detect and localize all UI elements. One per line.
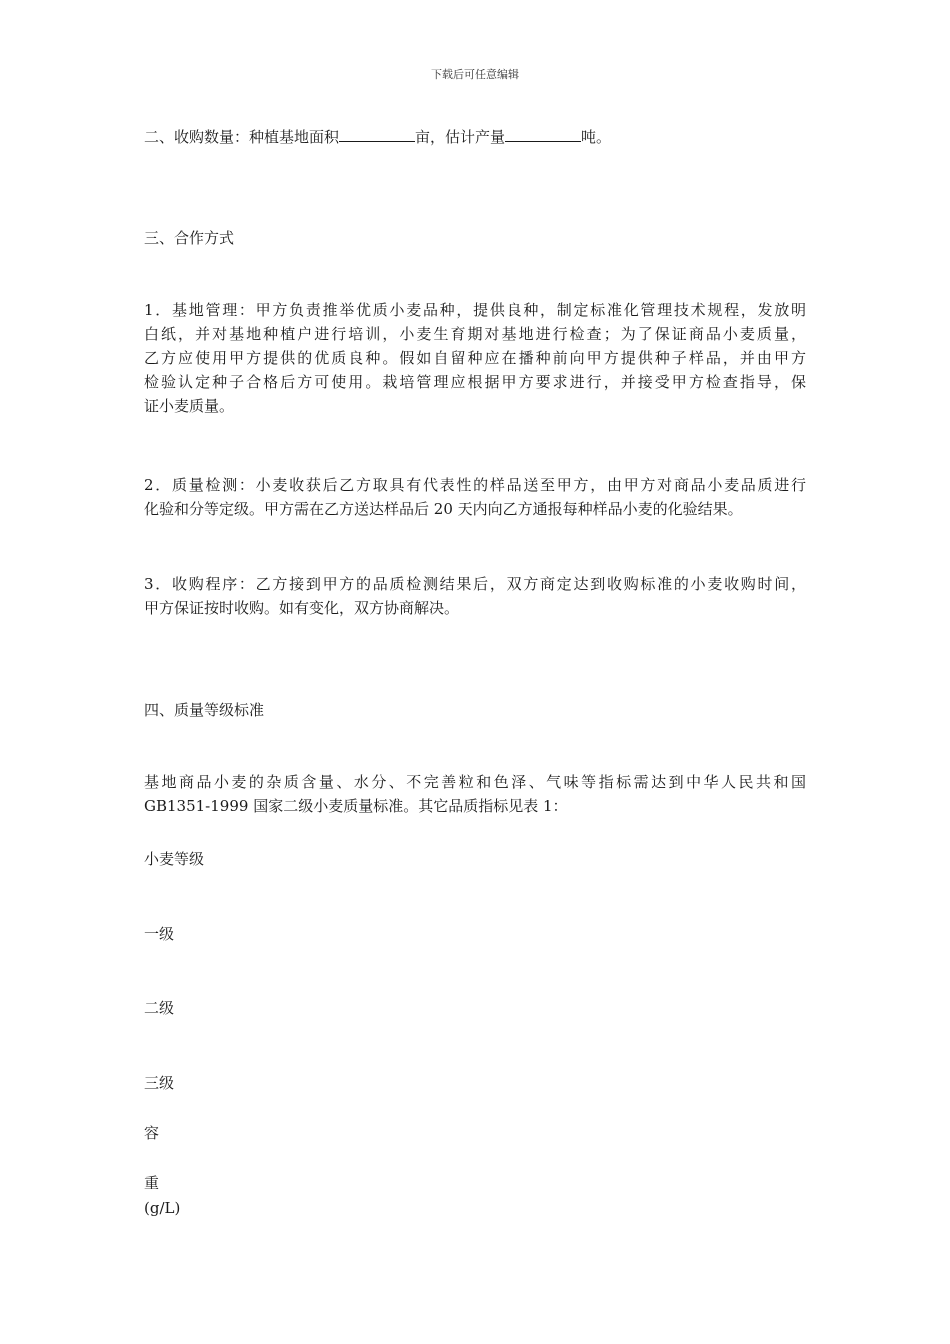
test-weight-char-2: 重 [144,1174,160,1192]
item3-line: 甲方保证按时收购。如有变化，双方协商解决。 [144,599,460,617]
purchase-quantity-prefix: 二、收购数量：种植基地面积 [144,128,340,146]
purchase-quantity-line [144,125,806,149]
purchase-quantity-suffix: 吨。 [581,128,612,146]
item1-line: 检验认定种子合格后方可使用。栽培管理应根据甲方要求进行，并接受甲方检查指导，保 [144,373,806,391]
grade-2: 二级 [144,999,175,1017]
item1-line: 证小麦质量。 [144,397,235,415]
section3-title: 三、合作方式 [144,229,235,247]
item2-line: 2．质量检测：小麦收获后乙方取具有代表性的样品送至甲方，由甲方对商品小麦品质进行 [144,476,806,494]
item1-paragraph [144,298,806,418]
grade-3: 三级 [144,1074,175,1092]
test-weight-unit: (g/L) [144,1199,181,1217]
item1-line: 白纸，并对基地种植户进行培训，小麦生育期对基地进行检查；为了保证商品小麦质量， [144,325,806,343]
table-label: 小麦等级 [144,850,205,868]
purchase-quantity-mid: 亩，估计产量 [415,128,506,146]
grade-1: 一级 [144,925,175,943]
item3-line: 3．收购程序：乙方接到甲方的品质检测结果后，双方商定达到收购标准的小麦收购时间， [144,575,806,593]
yield-blank[interactable] [505,125,581,142]
section4-body-line: GB1351-1999 国家二级小麦质量标准。其它品质指标见表 1： [144,797,568,815]
section4-body [144,770,806,818]
section4-body-line: 基地商品小麦的杂质含量、水分、不完善粒和色泽、气味等指标需达到中华人民共和国 [144,773,806,791]
item2-paragraph [144,473,806,521]
header-note: 下载后可任意编辑 [431,68,519,81]
item3-paragraph [144,572,806,620]
item1-line: 乙方应使用甲方提供的优质良种。假如自留种应在播种前向甲方提供种子样品，并由甲方 [144,349,806,367]
test-weight-char-1: 容 [144,1124,160,1142]
item2-line: 化验和分等定级。甲方需在乙方送达样品后 20 天内向乙方通报每种样品小麦的化验结果。 [144,500,743,518]
area-blank[interactable] [339,125,415,142]
section4-title: 四、质量等级标准 [144,701,265,719]
item1-line: 1．基地管理：甲方负责推举优质小麦品种，提供良种，制定标准化管理技术规程，发放明 [144,301,806,319]
